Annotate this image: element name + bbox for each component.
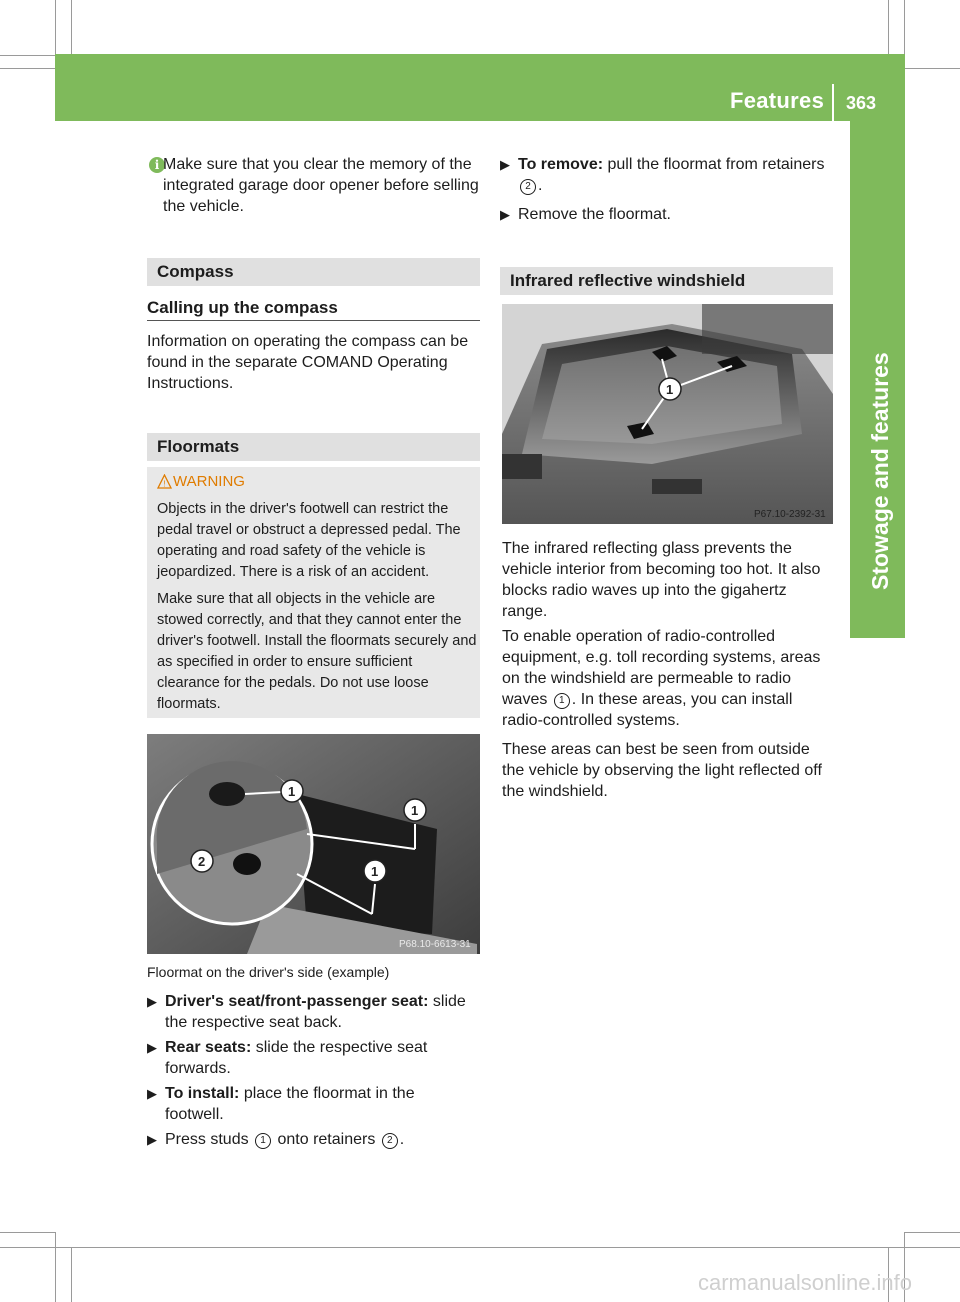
page-number: 363 <box>846 93 877 113</box>
crop-mark <box>905 68 960 69</box>
step-item: ▶ Driver's seat/front-passenger seat: slide the respective seat back. <box>147 993 466 1031</box>
image-caption: Floormat on the driver's side (example) <box>147 964 390 980</box>
step-item: ▶ Rear seats: slide the respective seat forwards. <box>147 1039 428 1077</box>
side-tab-label: Stowage and features <box>867 352 893 590</box>
step-item: ▶ Press studs 1 onto retainers 2 . <box>147 1131 405 1148</box>
step-item: ▶ To install: place the floormat in the footwell. <box>147 1085 415 1123</box>
crop-mark <box>904 0 905 55</box>
crop-mark <box>55 1232 56 1302</box>
image-code: P67.10-2392-31 <box>754 509 826 520</box>
warning-icon <box>157 474 172 489</box>
info-icon: i <box>149 157 165 173</box>
footer-watermark: carmanualsonline.info <box>698 1270 913 1295</box>
callout-1: 1 <box>288 784 296 799</box>
windshield-text-3: These areas can best be seen from outside the vehicle by observing the light reflected off the windshield. <box>502 741 822 800</box>
warning-text-2: Make sure that all objects in the vehicle are stowed correctly, and that they cannot enter the driver's footwell. Install the floormats securely and as specified in order to ensure sufficient clearance for the pedals. Do not use loose floormats. <box>157 591 477 712</box>
callout-1: 1 <box>666 382 674 397</box>
windshield-image <box>502 304 833 524</box>
section-heading-compass: Compass <box>147 258 480 286</box>
warning-title: WARNING <box>173 473 245 490</box>
header-divider <box>832 84 834 124</box>
callout-1: 1 <box>371 864 379 879</box>
crop-mark <box>0 1232 55 1233</box>
crop-mark <box>0 68 55 69</box>
crop-mark <box>55 0 56 55</box>
callout-1: 1 <box>411 803 419 818</box>
crop-mark <box>0 1247 960 1248</box>
crop-mark <box>888 0 889 55</box>
chapter-marker <box>850 595 905 638</box>
windshield-text-1: The infrared reflecting glass prevents the vehicle interior from becoming too hot. It also blocks radio waves up into the gigahertz range. <box>502 540 821 620</box>
windshield-text-2: To enable operation of radio-controlled equipment, e.g. toll recording systems, areas on the windshield are permeable to radio waves 1 . In these areas, you can install radio-controlled systems. <box>502 628 821 729</box>
section-heading-floormats: Floormats <box>147 433 480 461</box>
crop-mark <box>71 1247 72 1302</box>
warning-text-1: Objects in the driver's footwell can restrict the pedal travel or obstruct a depressed pedal. The operating and road safety of the vehicle is jeopardized. There is a risk of an accident. <box>157 501 461 580</box>
callout-2: 2 <box>198 854 206 869</box>
subheading-rule <box>147 320 480 321</box>
subheading-calling-compass: Calling up the compass <box>147 298 338 317</box>
svg-text:!: ! <box>163 479 166 489</box>
step-item: ▶ To remove: pull the floormat from retainers 2 . <box>500 156 825 194</box>
compass-text: Information on operating the compass can be found in the separate COMAND Operating Instructions. <box>147 333 469 392</box>
info-note-text: Make sure that you clear the memory of the integrated garage door opener before selling the vehicle. <box>163 156 479 215</box>
image-code: P68.10-6613-31 <box>399 939 471 950</box>
floormat-image <box>147 734 480 954</box>
crop-mark <box>905 1232 960 1233</box>
section-heading-windshield: Infrared reflective windshield <box>500 267 833 295</box>
crop-mark <box>71 0 72 55</box>
header-title: Features <box>730 88 825 113</box>
step-item: ▶ Remove the floormat. <box>500 206 671 223</box>
